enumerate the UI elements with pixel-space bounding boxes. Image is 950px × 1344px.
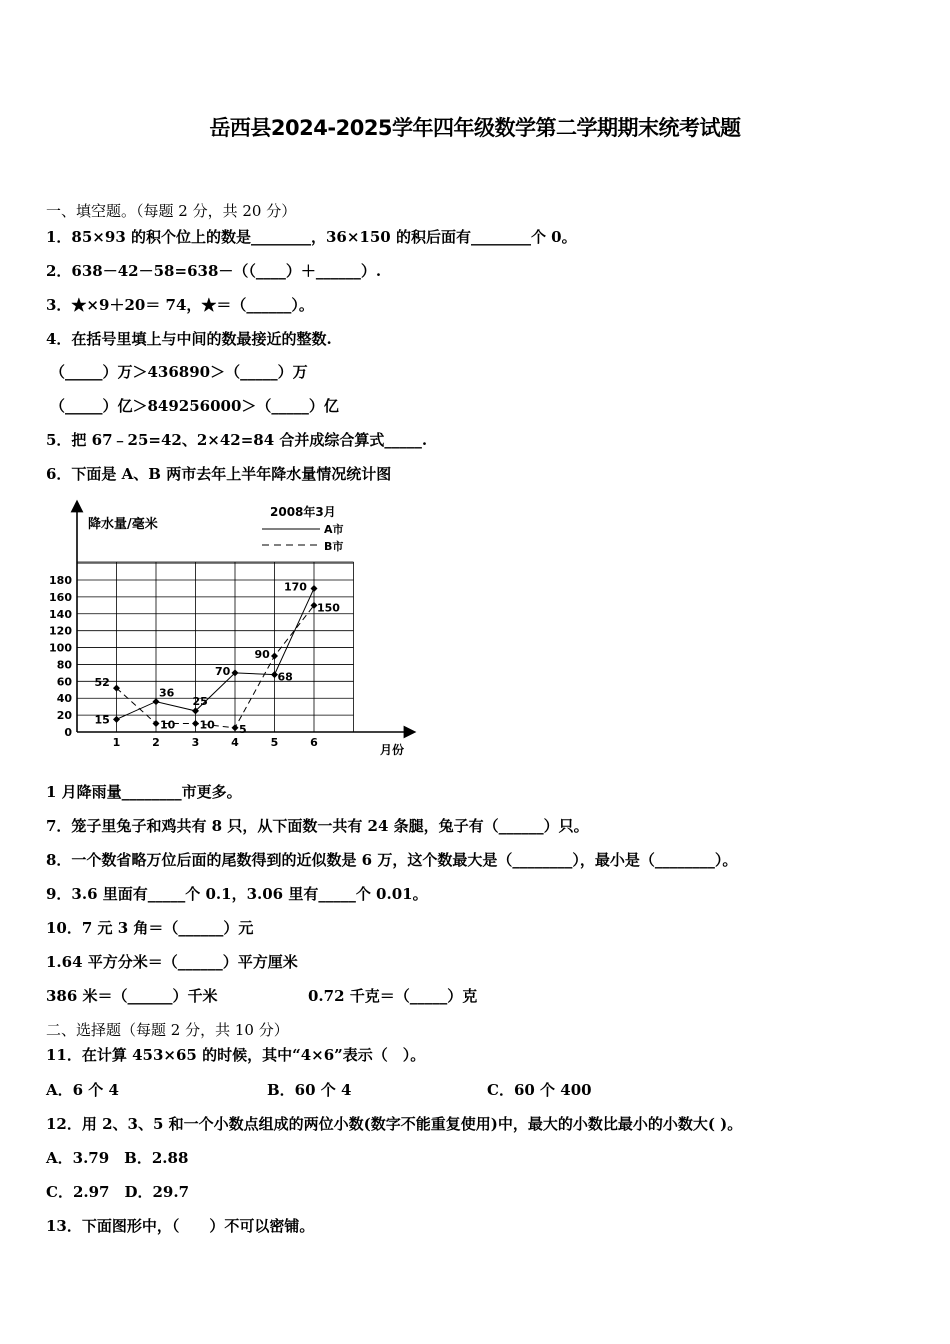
question-6a: 1 月降雨量________市更多。: [46, 783, 242, 801]
page-title: 岳西县2024-2025学年四年级数学第二学期期末统考试题: [209, 116, 741, 140]
data-point: [311, 585, 318, 592]
question-9: 9．3.6 里面有_____个 0.1，3.06 里有_____个 0.01。: [46, 885, 428, 903]
question-3: 3．★×9＋20＝ 74，★＝（______）。: [46, 296, 314, 314]
data-point: [271, 653, 278, 660]
x-tick-label: 5: [270, 736, 279, 749]
data-label: 25: [192, 694, 208, 708]
y-tick-label: 20: [56, 709, 72, 723]
series-line-a: [117, 588, 315, 719]
data-label: 70: [215, 664, 231, 678]
y-tick-label: 40: [56, 692, 72, 706]
y-tick-label: 120: [49, 624, 72, 638]
question-6: 6．下面是 A、B 两市去年上半年降水量情况统计图: [46, 465, 392, 483]
question-10b: 386 米＝（______）千米: [46, 987, 218, 1005]
legend-label-b: B市: [324, 540, 344, 553]
question-10a: 1.64 平方分米＝（______）平方厘米: [46, 953, 298, 971]
question-11-option-b: B．60 个 4: [267, 1081, 352, 1099]
data-label: 90: [254, 648, 270, 661]
section-1-header: 一、填空题。（每题 2 分，共 20 分）: [46, 202, 297, 220]
question-12-options-cd: C．2.97 D．29.7: [46, 1183, 190, 1201]
question-1: 1．85×93 的积个位上的数是________，36×150 的积后面有________个 0。: [46, 228, 577, 246]
question-4: 4．在括号里填上与中间的数最接近的整数.: [46, 330, 332, 348]
y-tick-label: 60: [56, 675, 72, 689]
question-11: 11．在计算 453×65 的时候，其中“4×6”表示（ ）。: [46, 1046, 426, 1064]
x-tick-label: 2: [152, 736, 160, 749]
x-axis-label: 月份: [380, 743, 405, 757]
rainfall-chart: [40, 492, 420, 766]
section-2-header: 二、选择题（每题 2 分，共 10 分）: [46, 1021, 289, 1039]
question-13: 13．下面图形中，（ ）不可以密铺。: [46, 1217, 315, 1235]
legend-title: 2008年3月: [270, 505, 336, 519]
x-tick-label: 1: [112, 736, 121, 749]
data-label: 52: [94, 676, 110, 690]
question-8: 8．一个数省略万位后面的尾数得到的近似数是 6 万，这个数最大是（________），最小是（________）。: [46, 851, 738, 869]
data-point: [232, 724, 239, 731]
data-label: 150: [317, 601, 340, 615]
data-label: 10: [199, 718, 215, 732]
y-tick-label: 140: [49, 607, 72, 621]
question-12: 12．用 2、3、5 和一个小数点组成的两位小数(数字不能重复使用)中，最大的小数比最小的小数大( )。: [46, 1115, 743, 1133]
data-label: 10: [160, 718, 176, 732]
data-point: [113, 716, 120, 723]
question-7: 7．笼子里兔子和鸡共有 8 只，从下面数一共有 24 条腿，兔子有（______）只。: [46, 817, 589, 835]
question-4b: （_____）亿＞849256000＞（_____）亿: [50, 397, 339, 415]
data-point: [192, 720, 199, 727]
question-11-option-c: C．60 个 400: [487, 1081, 592, 1099]
legend-label-a: A市: [324, 523, 344, 536]
y-tick-label: 100: [49, 641, 72, 655]
y-tick-label: 0: [64, 726, 72, 739]
question-12-options-ab: A．3.79 B．2.88: [46, 1149, 189, 1167]
y-tick-label: 160: [49, 590, 72, 604]
question-4a: （_____）万＞436890＞（_____）万: [50, 363, 308, 381]
question-5: 5．把 67﹣25=42、2×42=84 合并成综合算式_____.: [46, 431, 428, 449]
data-label: 68: [277, 670, 293, 684]
x-tick-label: 3: [191, 736, 200, 749]
x-tick-label: 6: [310, 736, 318, 749]
y-axis-label: 降水量/毫米: [88, 517, 158, 532]
data-label: 15: [94, 713, 110, 727]
question-10c: 0.72 千克＝（_____）克: [308, 987, 478, 1005]
question-11-option-a: A．6 个 4: [46, 1081, 119, 1099]
data-point: [153, 720, 160, 727]
data-label: 170: [284, 580, 307, 594]
y-tick-label: 80: [56, 658, 72, 672]
y-tick-label: 180: [49, 574, 72, 587]
data-label: 36: [159, 686, 175, 700]
x-tick-label: 4: [231, 736, 239, 749]
question-10: 10．7 元 3 角＝（______）元: [46, 919, 254, 937]
data-label: 5: [239, 722, 247, 736]
question-2: 2．638－42－58=638－（（____）＋______）.: [46, 262, 382, 280]
